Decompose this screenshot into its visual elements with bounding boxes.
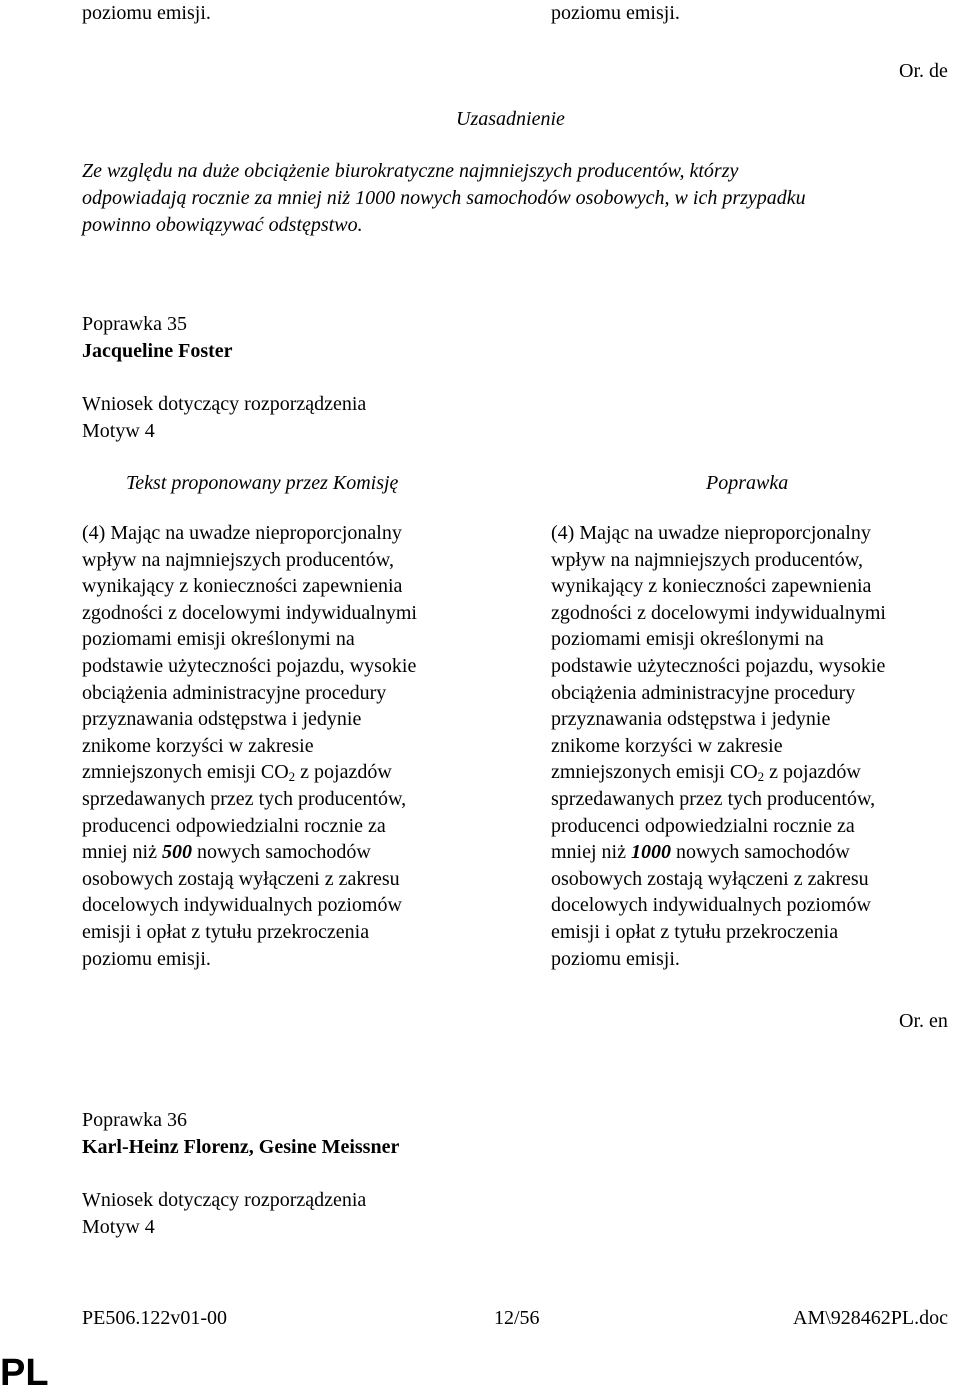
proposal-title: Wniosek dotyczący rozporządzenia bbox=[82, 393, 367, 415]
text-line: poziomami emisji określonymi na bbox=[551, 628, 824, 651]
right-column-tail: poziomu emisji. bbox=[551, 2, 680, 24]
co2-prefix: zmniejszonych emisji CO bbox=[551, 761, 758, 784]
threshold-line bbox=[551, 839, 951, 866]
co2-prefix: zmniejszonych emisji CO bbox=[82, 761, 289, 784]
text-line: zgodności z docelowymi indywidualnymi bbox=[551, 601, 886, 624]
co2-line bbox=[551, 759, 951, 786]
text-line: osobowych zostają wyłączeni z zakresu bbox=[82, 867, 400, 890]
text-line: osobowych zostają wyłączeni z zakresu bbox=[551, 867, 869, 890]
justification-heading: Uzasadnienie bbox=[456, 108, 565, 130]
text-line: (4) Mając na uwadze nieproporcjonalny bbox=[551, 522, 871, 544]
threshold-line bbox=[82, 839, 482, 866]
text-line: podstawie użyteczności pojazdu, wysokie bbox=[82, 654, 417, 677]
language-code: PL bbox=[0, 1352, 49, 1394]
text-line: zgodności z docelowymi indywidualnymi bbox=[82, 601, 417, 624]
text-line: znikome korzyści w zakresie bbox=[82, 734, 314, 757]
text-line: wpływ na najmniejszych producentów, bbox=[82, 548, 394, 571]
original-language-label: Or. de bbox=[899, 60, 948, 82]
commission-text-header: Tekst proponowany przez Komisję bbox=[126, 472, 399, 494]
text-line: poziomu emisji. bbox=[551, 947, 680, 970]
amendment-author: Jacqueline Foster bbox=[82, 340, 233, 362]
co2-line bbox=[82, 759, 482, 786]
text-line: poziomu emisji. bbox=[82, 947, 211, 970]
threshold-prefix: mniej niż bbox=[82, 841, 162, 864]
text-line: obciążenia administracyjne procedury bbox=[551, 681, 856, 704]
text-line: docelowych indywidualnych poziomów bbox=[82, 894, 402, 917]
text-line: docelowych indywidualnych poziomów bbox=[551, 894, 871, 917]
proposal-title: Wniosek dotyczący rozporządzenia bbox=[82, 1189, 367, 1211]
text-line: sprzedawanych przez tych producentów, bbox=[551, 787, 876, 810]
text-line: obciążenia administracyjne procedury bbox=[82, 681, 387, 704]
page-number: 12/56 bbox=[494, 1307, 540, 1329]
threshold-suffix: nowych samochodów bbox=[191, 841, 371, 864]
text-line: producenci odpowiedzialni rocznie za bbox=[551, 814, 855, 837]
file-name: AM\928462PL.doc bbox=[793, 1307, 948, 1329]
text-line: podstawie użyteczności pojazdu, wysokie bbox=[551, 654, 886, 677]
text-line: wynikający z konieczności zapewnienia bbox=[82, 575, 403, 598]
co2-subscript: 2 bbox=[288, 769, 296, 785]
text-line: producenci odpowiedzialni rocznie za bbox=[82, 814, 386, 837]
amendment-number: Poprawka 36 bbox=[82, 1109, 187, 1131]
amendment-header: Poprawka bbox=[706, 472, 789, 494]
text-line: znikome korzyści w zakresie bbox=[551, 734, 783, 757]
amendment-text bbox=[551, 520, 951, 972]
text-line: emisji i opłat z tytułu przekroczenia bbox=[82, 920, 370, 943]
text-line: przyznawania odstępstwa i jedynie bbox=[551, 708, 831, 731]
commission-threshold: 500 bbox=[161, 841, 192, 864]
document-reference: PE506.122v01-00 bbox=[82, 1307, 227, 1329]
threshold-suffix: nowych samochodów bbox=[670, 841, 850, 864]
threshold-prefix: mniej niż bbox=[551, 841, 631, 864]
justification-line: powinno obowiązywać odstępstwo. bbox=[82, 214, 363, 236]
text-line: emisji i opłat z tytułu przekroczenia bbox=[551, 920, 839, 943]
text-line: wynikający z konieczności zapewnienia bbox=[551, 575, 872, 598]
recital-label: Motyw 4 bbox=[82, 1216, 155, 1238]
amendment-threshold: 1000 bbox=[630, 841, 671, 864]
commission-text bbox=[82, 520, 482, 972]
text-line: wpływ na najmniejszych producentów, bbox=[551, 548, 863, 571]
amendment-author: Karl-Heinz Florenz, Gesine Meissner bbox=[82, 1136, 400, 1158]
recital-label: Motyw 4 bbox=[82, 420, 155, 442]
original-language-label: Or. en bbox=[899, 1010, 948, 1032]
co2-suffix: z pojazdów bbox=[295, 761, 392, 784]
left-column-tail: poziomu emisji. bbox=[82, 2, 211, 24]
justification-line: Ze względu na duże obciążenie biurokratyczne najmniejszych producentów, którzy bbox=[82, 160, 739, 182]
text-line: poziomami emisji określonymi na bbox=[82, 628, 355, 651]
text-line: (4) Mając na uwadze nieproporcjonalny bbox=[82, 522, 402, 544]
co2-suffix: z pojazdów bbox=[764, 761, 861, 784]
justification-line: odpowiadają rocznie za mniej niż 1000 nowych samochodów osobowych, w ich przypadku bbox=[82, 187, 806, 209]
text-line: sprzedawanych przez tych producentów, bbox=[82, 787, 407, 810]
amendment-number: Poprawka 35 bbox=[82, 313, 187, 335]
co2-subscript: 2 bbox=[757, 769, 765, 785]
text-line: przyznawania odstępstwa i jedynie bbox=[82, 708, 362, 731]
